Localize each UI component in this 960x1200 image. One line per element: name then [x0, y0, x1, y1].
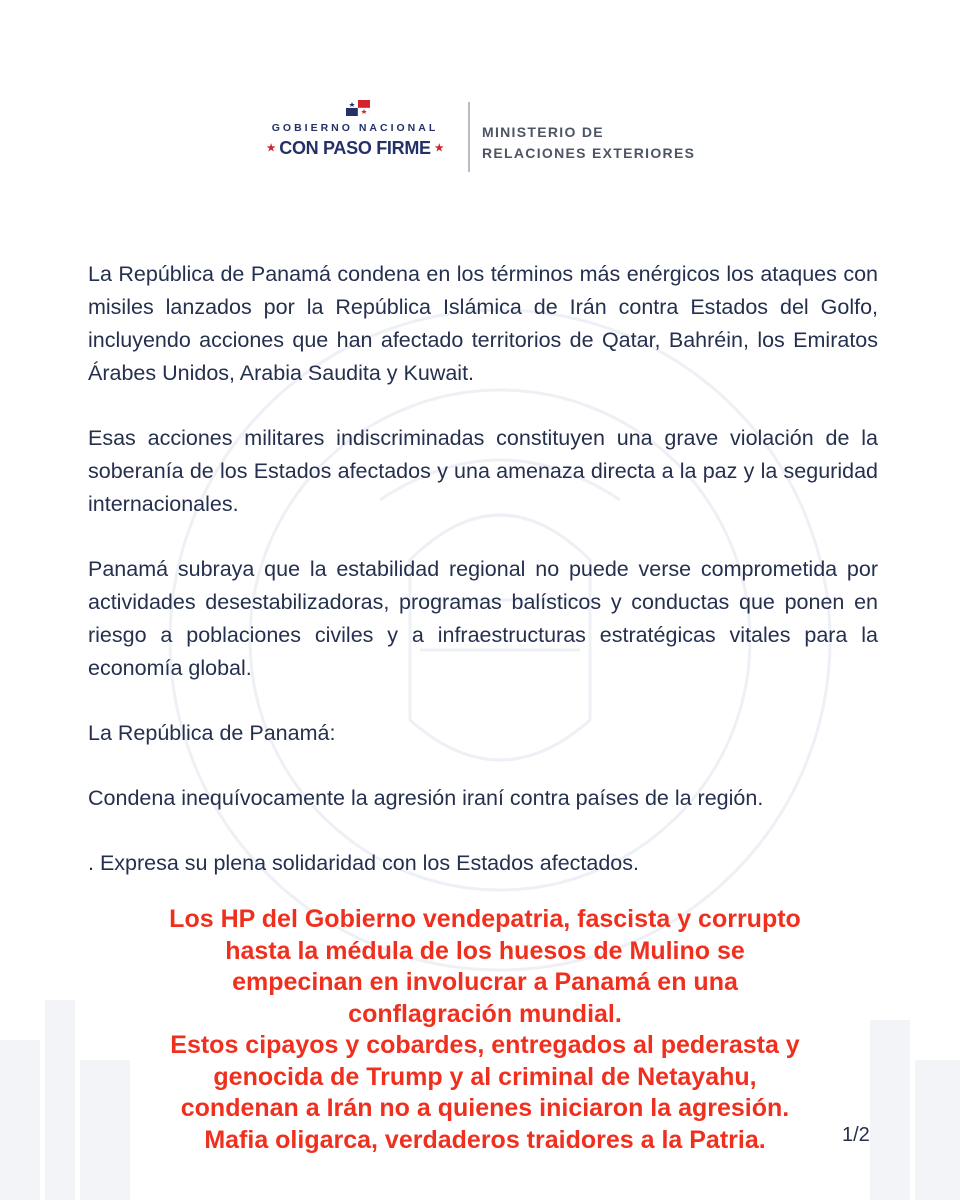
- overlay-line: empecinan en involucrar a Panamá en una: [232, 968, 738, 996]
- overlay-line: conflagración mundial.: [348, 999, 622, 1028]
- overlay-line: Los HP del Gobierno vendepatria, fascista y corrupto: [169, 905, 801, 933]
- ministry-line-2: RELACIONES EXTERIORES: [482, 145, 696, 161]
- overlay-line: Mafia oligarca, verdaderos traidores a la Patria.: [204, 1125, 766, 1154]
- overlay-line: Estos cipayos y cobardes, entregados al pederasta y: [170, 1031, 800, 1059]
- statement-paragraph: Panamá subraya que la estabilidad regional no puede verse comprometida por actividades desestabilizadoras, programas balísticos y conductas que ponen en riesgo a poblaciones civiles y a infraestructuras estratégicas vitales para la economía global.: [88, 557, 878, 680]
- slogan: [250, 138, 460, 159]
- star-icon: ★: [266, 143, 276, 154]
- ministry-line-1: MINISTERIO DE: [482, 124, 604, 140]
- overlay-line: genocida de Trump y al criminal de Netayahu,: [213, 1062, 757, 1091]
- header-divider: [468, 102, 470, 172]
- slogan-text: CON PASO FIRME: [279, 138, 431, 158]
- statement-paragraph: Condena inequívocamente la agresión iraní contra países de la región.: [88, 786, 764, 810]
- overlay-comment: [60, 904, 910, 1156]
- statement-paragraph: . Expresa su plena solidaridad con los Estados afectados.: [88, 851, 639, 875]
- panama-flag-icon: [346, 100, 370, 116]
- statement-paragraph: Esas acciones militares indiscriminadas constituyen una grave violación de la soberanía de los Estados afectados y una amenaza directa a la paz y la seguridad internacionales.: [88, 426, 878, 516]
- star-icon: ★: [434, 143, 444, 154]
- statement-paragraph: La República de Panamá:: [88, 721, 336, 745]
- statement-paragraph: La República de Panamá condena en los términos más enérgicos los ataques con misiles lanzados por la República Islámica de Irán contra Estados del Golfo, incluyendo acciones que han afectado territorios de Qatar, Bahréin, los Emiratos Árabes Unidos, Arabia Saudita y Kuwait.: [88, 262, 878, 385]
- statement-body: [88, 258, 878, 912]
- ministry-name: [482, 122, 742, 164]
- overlay-line: hasta la médula de los huesos de Mulino se: [225, 936, 745, 965]
- overlay-line: condenan a Irán no a quienes iniciaron la agresión.: [180, 1094, 790, 1122]
- government-label: GOBIERNO NACIONAL: [271, 122, 439, 134]
- page-indicator: 1/2: [842, 1124, 870, 1146]
